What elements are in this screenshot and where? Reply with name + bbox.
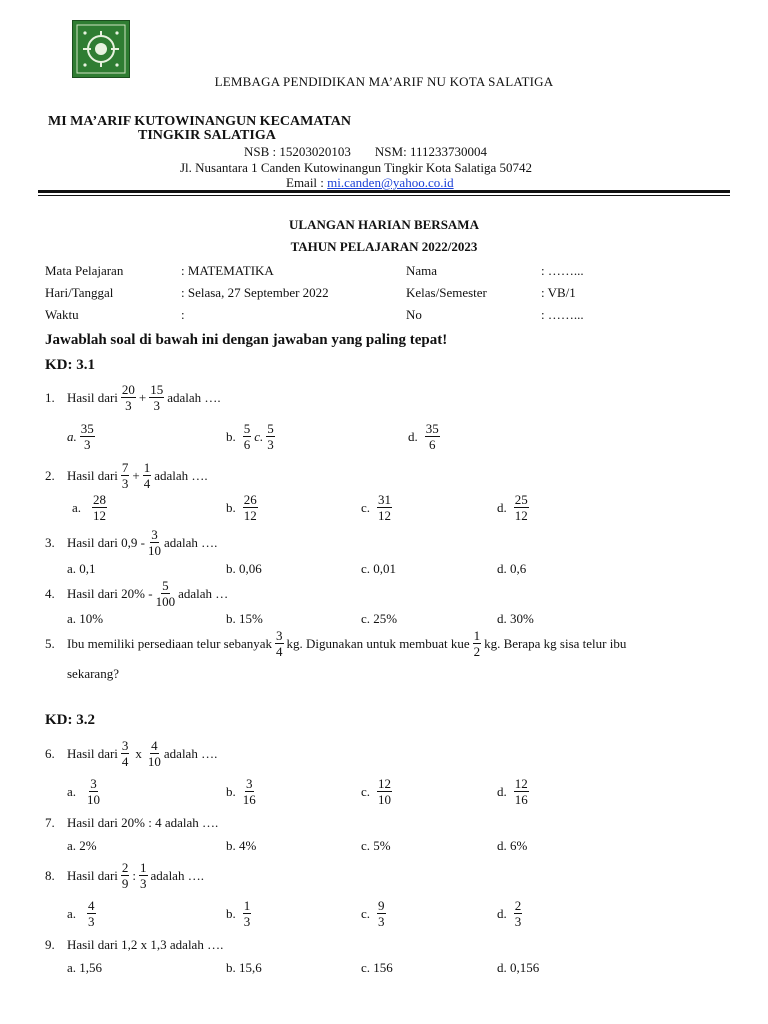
school-name-line1: MI MA’ARIF KUTOWINANGUN KECAMATAN bbox=[48, 114, 351, 129]
kd-heading-2: KD: 3.2 bbox=[45, 712, 95, 728]
question-1: 1. Hasil dari $\frac{20}{3}$ + $\frac{15}{3}$ adalah …. bbox=[45, 382, 221, 413]
q4-option-b: b. 15% bbox=[226, 611, 263, 626]
meta-value-time: : bbox=[181, 307, 185, 322]
meta-label-date: Hari/Tanggal bbox=[45, 285, 114, 300]
school-logo bbox=[72, 20, 130, 78]
question-3: 3. Hasil dari 0,9 - $\frac{3}{10}$ adalah …. bbox=[45, 527, 218, 558]
q3-option-d: d. 0,6 bbox=[497, 561, 527, 576]
q4-option-a: a. 10% bbox=[67, 611, 104, 626]
question-7: 7. Hasil dari 20% : 4 adalah …. bbox=[45, 815, 219, 830]
q7-option-d: d. 6% bbox=[497, 838, 528, 853]
exam-title: ULANGAN HARIAN BERSAMA bbox=[289, 217, 479, 232]
q2-option-b: b. $\frac{26}{12}$ bbox=[226, 492, 257, 523]
question-5: 5. Ibu memiliki persediaan telur sebanyak $\frac{3}{4}$ kg. Digunakan untuk membuat kue $\frac{1}{2}$ kg. Berapa kg sisa telur ibu bbox=[45, 628, 627, 659]
meta-value-subject: : MATEMATIKA bbox=[181, 263, 274, 278]
meta-label-name: Nama bbox=[406, 263, 438, 278]
q7-option-b: b. 4% bbox=[226, 838, 257, 853]
fraction: $\frac{15}{3}$ bbox=[150, 382, 164, 413]
question-4: 4. Hasil dari 20% - $\frac{5}{100}$ adalah … bbox=[45, 578, 229, 609]
q2-option-c: c. $\frac{31}{12}$ bbox=[361, 492, 392, 523]
school-ids bbox=[244, 144, 487, 160]
q2-option-a: a. $\frac{28}{12}$ bbox=[72, 492, 107, 523]
header-divider-thick bbox=[38, 190, 730, 193]
q3-option-a: a. 0,1 bbox=[67, 561, 96, 576]
q1-option-b: b. $\frac{5}{6}$ c. $\frac{5}{3}$ bbox=[226, 421, 274, 452]
school-email-line bbox=[286, 175, 454, 191]
q1-option-d: d. $\frac{35}{6}$ bbox=[408, 421, 439, 452]
nsm: NSM: 111233730004 bbox=[374, 144, 487, 159]
q7-option-a: a. 2% bbox=[67, 838, 97, 853]
question-9: 9. Hasil dari 1,2 x 1,3 adalah …. bbox=[45, 937, 224, 952]
q9-option-b: b. 15,6 bbox=[226, 960, 262, 975]
meta-value-no: : ……... bbox=[541, 307, 584, 322]
q9-option-a: a. 1,56 bbox=[67, 960, 103, 975]
school-name-line2: TINGKIR SALATIGA bbox=[138, 128, 276, 143]
q2-option-d: d. $\frac{25}{12}$ bbox=[497, 492, 528, 523]
meta-label-no: No bbox=[406, 307, 422, 322]
question-2: 2. Hasil dari $\frac{7}{3}$ + $\frac{1}{4}$ adalah …. bbox=[45, 460, 208, 491]
meta-value-name: : ……... bbox=[541, 263, 584, 278]
q6-option-b: b. $\frac{3}{16}$ bbox=[226, 776, 256, 807]
meta-label-subject: Mata Pelajaran bbox=[45, 263, 124, 278]
q8-option-d: d. $\frac{2}{3}$ bbox=[497, 898, 522, 929]
q8-option-a: a. $\frac{4}{3}$ bbox=[67, 898, 95, 929]
exam-year: TAHUN PELAJARAN 2022/2023 bbox=[290, 239, 478, 254]
kd-heading-1: KD: 3.1 bbox=[45, 357, 95, 373]
q3-option-c: c. 0,01 bbox=[361, 561, 397, 576]
q6-option-d: d. $\frac{12}{16}$ bbox=[497, 776, 528, 807]
question-6: 6. Hasil dari $\frac{3}{4}$ x $\frac{4}{10}$ adalah …. bbox=[45, 738, 218, 769]
email-label: Email : bbox=[286, 175, 328, 190]
q6-option-c: c. $\frac{12}{10}$ bbox=[361, 776, 392, 807]
meta-value-date: : Selasa, 27 September 2022 bbox=[181, 285, 329, 300]
q4-option-c: c. 25% bbox=[361, 611, 398, 626]
question-8: 8. Hasil dari $\frac{2}{9}$ : $\frac{1}{3}$ adalah …. bbox=[45, 860, 204, 891]
meta-label-class: Kelas/Semester bbox=[406, 285, 487, 300]
school-address: Jl. Nusantara 1 Canden Kutowinangun Tingkir Kota Salatiga 50742 bbox=[180, 160, 533, 175]
institution-name: LEMBAGA PENDIDIKAN MA’ARIF NU KOTA SALATIGA bbox=[214, 74, 554, 89]
q9-option-c: c. 156 bbox=[361, 960, 393, 975]
header-divider-thin bbox=[38, 195, 730, 196]
q1-option-a: a. $\frac{35}{3}$ bbox=[67, 421, 94, 452]
q7-option-c: c. 5% bbox=[361, 838, 391, 853]
q6-option-a: a. $\frac{3}{10}$ bbox=[67, 776, 101, 807]
q3-option-b: b. 0,06 bbox=[226, 561, 262, 576]
q8-option-b: b. $\frac{1}{3}$ bbox=[226, 898, 251, 929]
email-link[interactable]: mi.canden@yahoo.co.id bbox=[327, 175, 454, 190]
meta-label-time: Waktu bbox=[45, 307, 79, 322]
fraction: $\frac{20}{3}$ bbox=[121, 382, 135, 413]
q9-option-d: d. 0,156 bbox=[497, 960, 540, 975]
q8-option-c: c. $\frac{9}{3}$ bbox=[361, 898, 385, 929]
instruction: Jawablah soal di bawah ini dengan jawaban yang paling tepat! bbox=[45, 332, 448, 348]
meta-value-class: : VB/1 bbox=[541, 285, 576, 300]
question-5-line2: sekarang? bbox=[67, 666, 119, 681]
q4-option-d: d. 30% bbox=[497, 611, 534, 626]
nsb: NSB : 15203020103 bbox=[244, 144, 351, 159]
